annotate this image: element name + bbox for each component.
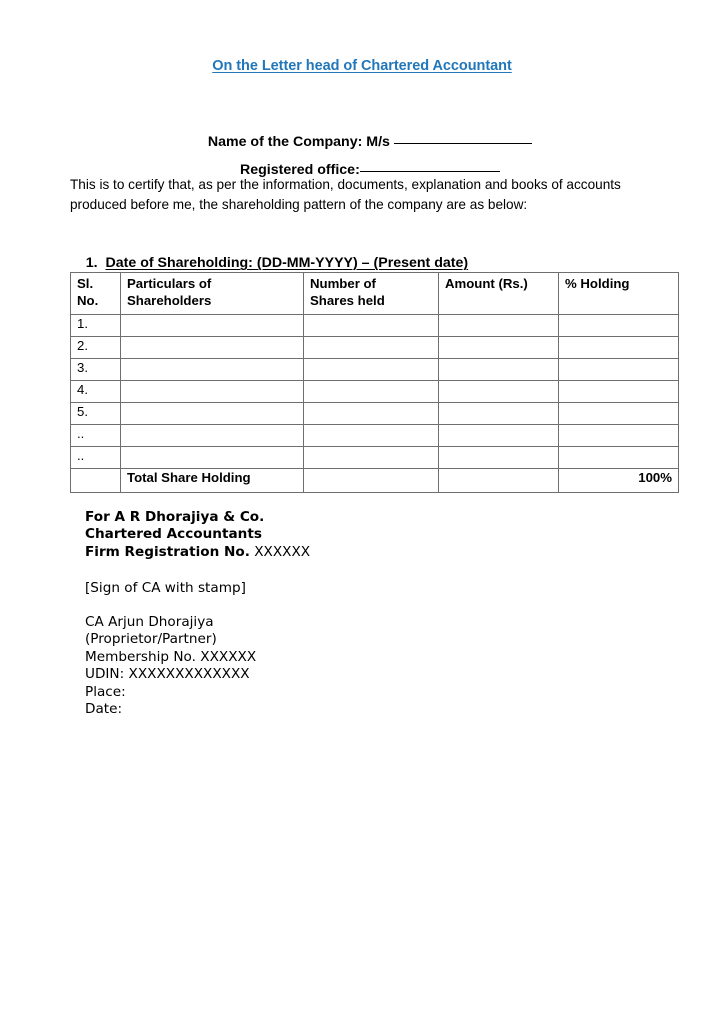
cell-percent-holding[interactable] xyxy=(559,315,679,337)
shareholding-table xyxy=(70,272,679,493)
table-row xyxy=(71,425,679,447)
cell-sl-no: 5. xyxy=(71,403,121,425)
cell-amount[interactable] xyxy=(439,359,559,381)
udin-value: XXXXXXXXXXXXX xyxy=(128,666,250,683)
cell-shares-held[interactable] xyxy=(304,315,439,337)
cell-shares-held[interactable] xyxy=(304,359,439,381)
cell-amount[interactable] xyxy=(439,447,559,469)
certification-paragraph: This is to certify that, as per the information, documents, explanation and books of accounts produced before me, the shareholding pattern of the company are as below: xyxy=(70,177,621,212)
table-header-row xyxy=(71,273,679,315)
cell-particulars[interactable] xyxy=(121,425,304,447)
cell-particulars[interactable] xyxy=(121,315,304,337)
table-row xyxy=(71,337,679,359)
table-total-row xyxy=(71,469,679,493)
column-header-sl-no-line2: No. xyxy=(77,292,99,308)
membership-label: Membership No. xyxy=(85,648,196,665)
cell-sl-no: .. xyxy=(71,447,121,469)
cell-particulars[interactable] xyxy=(121,447,304,469)
page-title xyxy=(0,58,724,74)
membership-value: XXXXXX xyxy=(200,648,257,665)
cell-particulars[interactable] xyxy=(121,403,304,425)
total-cell-sl-no xyxy=(71,469,121,493)
column-header-sl-no-line1: Sl. xyxy=(77,276,94,291)
column-header-percent-holding xyxy=(559,273,679,315)
place-line: Place: xyxy=(85,683,126,700)
date-line: Date: xyxy=(85,701,123,718)
total-label: Total Share Holding xyxy=(121,469,304,493)
cell-shares-held[interactable] xyxy=(304,425,439,447)
firm-name: For A R Dhorajiya & Co. xyxy=(85,509,265,525)
cell-sl-no: 4. xyxy=(71,381,121,403)
column-header-amount-line1: Amount (Rs.) xyxy=(445,276,528,291)
total-cell-amount[interactable] xyxy=(439,469,559,493)
firm-registration-value: XXXXXX xyxy=(254,543,311,560)
firm-registration-line xyxy=(85,544,310,561)
total-percent-holding: 100% xyxy=(559,469,679,493)
cell-particulars[interactable] xyxy=(121,337,304,359)
column-header-particulars xyxy=(121,273,304,315)
column-header-amount xyxy=(439,273,559,315)
stamp-placeholder: [Sign of CA with stamp] xyxy=(85,580,246,596)
column-header-particulars-line2: Shareholders xyxy=(127,292,212,308)
table-row xyxy=(71,315,679,337)
udin-line: UDIN: XXXXXXXXXXXXX xyxy=(85,666,250,683)
firm-registration-label: Firm Registration No. xyxy=(85,543,250,560)
cell-shares-held[interactable] xyxy=(304,381,439,403)
column-header-percent-holding-line1: % Holding xyxy=(565,276,630,291)
column-header-shares-held xyxy=(304,273,439,315)
firm-designation: Chartered Accountants xyxy=(85,526,262,543)
table-row xyxy=(71,403,679,425)
cell-amount[interactable] xyxy=(439,403,559,425)
column-header-particulars-line1: Particulars of xyxy=(127,276,212,291)
cell-amount[interactable] xyxy=(439,425,559,447)
company-name-label: Name of the Company: M/s xyxy=(207,134,390,150)
cell-shares-held[interactable] xyxy=(304,403,439,425)
cell-amount[interactable] xyxy=(439,381,559,403)
cell-sl-no: .. xyxy=(71,425,121,447)
cell-shares-held[interactable] xyxy=(304,447,439,469)
total-cell-shares-held[interactable] xyxy=(304,469,439,493)
cell-percent-holding[interactable] xyxy=(559,337,679,359)
cell-amount[interactable] xyxy=(439,315,559,337)
company-name-blank xyxy=(394,143,532,144)
page-title-text: On the Letter head of Chartered Accountant xyxy=(212,58,512,74)
cell-percent-holding[interactable] xyxy=(559,381,679,403)
cell-percent-holding[interactable] xyxy=(559,359,679,381)
cell-percent-holding[interactable] xyxy=(559,403,679,425)
cell-shares-held[interactable] xyxy=(304,337,439,359)
table-row xyxy=(71,447,679,469)
ca-signature-block xyxy=(85,614,256,718)
cell-particulars[interactable] xyxy=(121,381,304,403)
section-number: 1. xyxy=(85,255,98,271)
udin-label: UDIN xyxy=(85,666,120,683)
column-header-sl-no xyxy=(71,273,121,315)
table-row xyxy=(71,359,679,381)
date-label: Date xyxy=(85,701,118,718)
cell-sl-no: 2. xyxy=(71,337,121,359)
ca-role: (Proprietor/Partner) xyxy=(85,631,217,648)
cell-percent-holding[interactable] xyxy=(559,447,679,469)
place-label: Place xyxy=(85,683,122,700)
cell-amount[interactable] xyxy=(439,337,559,359)
column-header-shares-held-line1: Number of xyxy=(310,276,376,291)
registered-office-blank xyxy=(360,171,500,172)
column-header-shares-held-line2: Shares held xyxy=(310,292,385,308)
cell-sl-no: 1. xyxy=(71,315,121,337)
firm-signature-block xyxy=(85,509,310,561)
section-title: Date of Shareholding: (DD-MM-YYYY) – (Present date) xyxy=(105,255,469,271)
cell-percent-holding[interactable] xyxy=(559,425,679,447)
membership-line xyxy=(85,649,256,666)
ca-name: CA Arjun Dhorajiya xyxy=(85,614,214,630)
registered-office-label: Registered office: xyxy=(239,162,360,178)
cell-particulars[interactable] xyxy=(121,359,304,381)
table-row xyxy=(71,381,679,403)
cell-sl-no: 3. xyxy=(71,359,121,381)
